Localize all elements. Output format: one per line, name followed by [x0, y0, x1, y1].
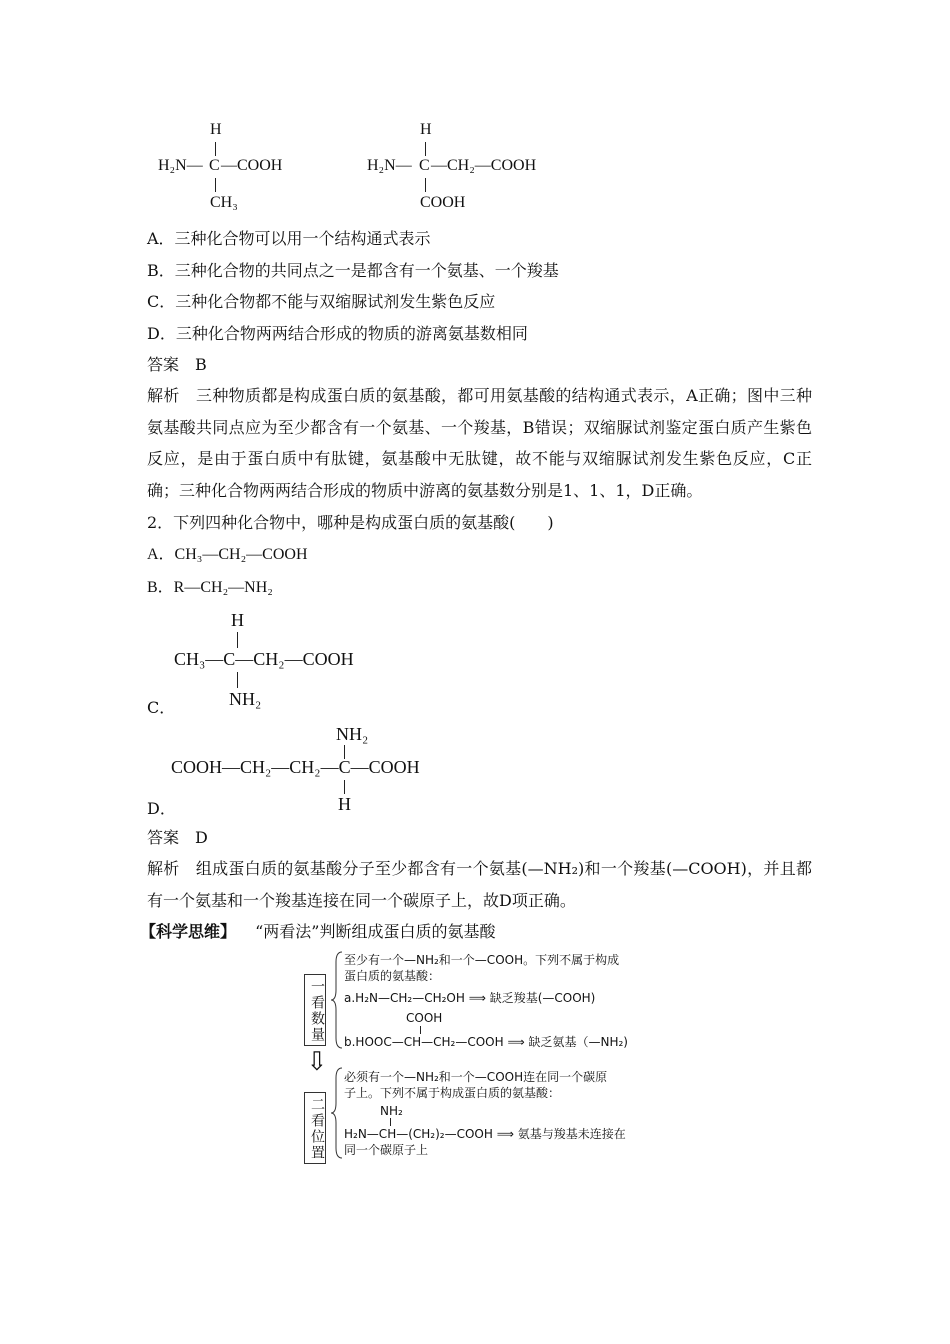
step2-example-top: NH₂: [380, 1104, 403, 1118]
optc-row: CH₃—C—CH₂—COOH: [174, 649, 354, 669]
step2-line3: 同一个碳原子上: [344, 1143, 429, 1157]
step2-box: 二看位置: [304, 1092, 326, 1164]
section-title: “两看法”判断组成蛋白质的氨基酸: [255, 922, 496, 941]
bond-line: [390, 1118, 391, 1126]
step1-box: 一看数量: [304, 974, 326, 1046]
section-header: [140, 921, 495, 943]
optd-top: NH₂: [336, 724, 369, 744]
two-look-method-diagram: [304, 948, 649, 1160]
optc-h: H: [231, 610, 244, 630]
q1-analysis: 解析 三种物质都是构成蛋白质的氨基酸，都可用氨基酸的结构通式表示，A正确；图中三种氨基酸共同点应为至少都含有一个氨基、一个羧基，B错误；双缩脲试剂鉴定蛋白质产生紫色反应，是由于蛋白质中有肽键，氨基酸中无肽键，故不能与双缩脲试剂发生紫色反应，C正确；三种化合物两两结合形成的物质中游离的氨基数分别是1、1、1，D正确。: [147, 386, 812, 500]
step1-example-a: a.H₂N—CH₂—CH₂OH ⟹ 缺乏羧基(—COOH): [344, 991, 596, 1005]
bond-line: [425, 142, 426, 156]
formula1-right: —COOH: [221, 157, 283, 174]
q2-answer: 答案 D: [147, 828, 208, 847]
step1-line2: 蛋白质的氨基酸：: [344, 969, 441, 983]
q2-analysis: 解析 组成蛋白质的氨基酸分子至少都含有一个氨基(—NH₂)和一个羧基(—COOH)，并且都有一个氨基和一个羧基连接在同一个碳原子上，故D项正确。: [147, 859, 812, 910]
formula2-left: H₂N—: [367, 157, 412, 174]
q2-option-a: A．CH₃—CH₂—COOH: [147, 546, 308, 563]
down-arrow-icon: ⇩: [306, 1047, 328, 1077]
optc-label: C．: [147, 698, 176, 717]
optd-bottom: H: [338, 794, 351, 814]
q1-answer: 答案 B: [147, 355, 207, 374]
brace-icon: [330, 950, 344, 1050]
formula2-carbon: C: [419, 157, 430, 174]
q2-option-b: B．R—CH₂—NH₂: [147, 579, 273, 596]
bond-line: [237, 632, 238, 648]
formula1-h: H: [210, 121, 222, 138]
formula1-carbon: C: [209, 157, 220, 174]
q1-option-d: D．三种化合物两两结合形成的物质的游离氨基数相同: [147, 324, 528, 343]
bond-line: [215, 142, 216, 156]
bond-line: [237, 672, 238, 688]
optd-label: D．: [147, 799, 176, 818]
formula1-left: H₂N—: [158, 157, 203, 174]
step2-line1: 必须有一个—NH₂和一个—COOH连在同一个碳原: [344, 1070, 608, 1084]
brace-icon: [330, 1066, 344, 1160]
step1-line1: 至少有一个—NH₂和一个—COOH。下列不属于构成: [344, 953, 620, 967]
q1-option-b: B．三种化合物的共同点之一是都含有一个氨基、一个羧基: [147, 261, 559, 280]
bond-line: [344, 780, 345, 794]
q1-option-c: C．三种化合物都不能与双缩脲试剂发生紫色反应: [147, 292, 496, 311]
formula2-right: —CH₂—COOH: [431, 157, 537, 174]
formula2-h: H: [420, 121, 432, 138]
optd-row: COOH—CH₂—CH₂—C—COOH: [171, 757, 420, 777]
step2-example: H₂N—CH—(CH₂)₂—COOH ⟹ 氨基与羧基未连接在: [344, 1127, 626, 1141]
optc-bottom: NH₂: [229, 689, 262, 709]
section-tag: 【科学思维】: [140, 922, 237, 941]
step1-example-b-top: COOH: [406, 1011, 443, 1025]
q1-option-a: A．三种化合物可以用一个结构通式表示: [147, 229, 431, 248]
step2-line2: 子上。下列不属于构成蛋白质的氨基酸：: [344, 1086, 561, 1100]
bond-line: [425, 178, 426, 192]
bond-line: [215, 178, 216, 192]
q2-stem: 2．下列四种化合物中，哪种是构成蛋白质的氨基酸( ): [147, 513, 554, 532]
formula2-bottom: COOH: [420, 194, 466, 211]
formula1-bottom: CH₃: [210, 194, 238, 211]
step1-example-b: b.HOOC—CH—CH₂—COOH ⟹ 缺乏氨基（—NH₂): [344, 1035, 628, 1049]
bond-line: [420, 1026, 421, 1034]
